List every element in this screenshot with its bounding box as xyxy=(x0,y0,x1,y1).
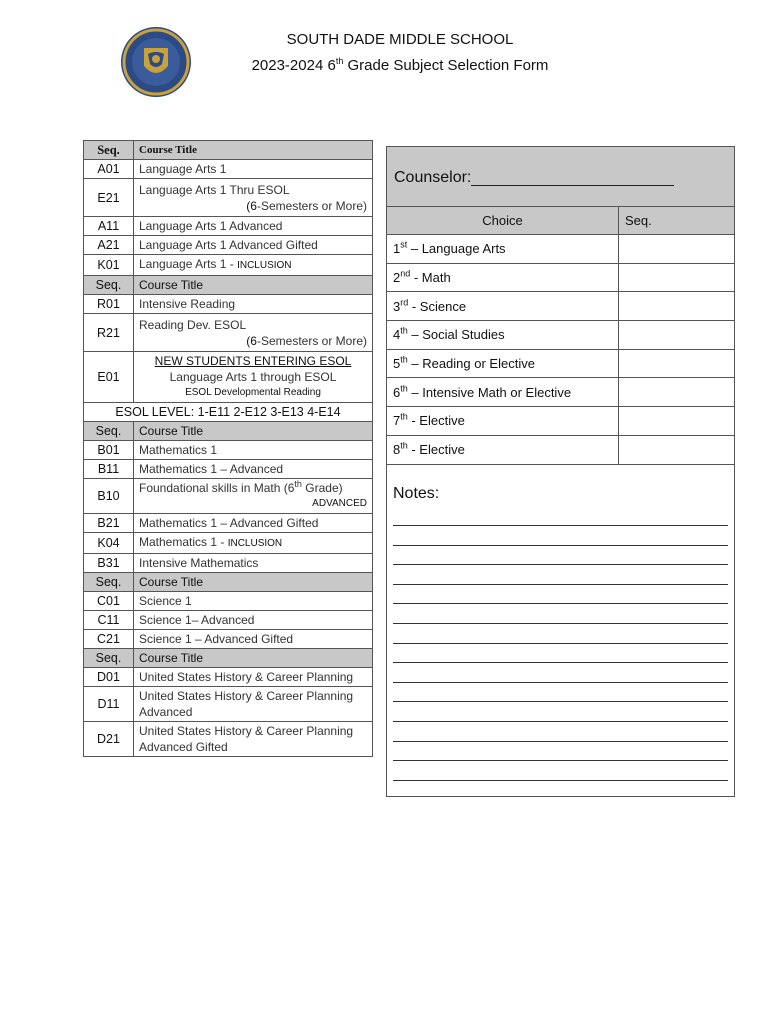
semester-note: -Semesters or More) xyxy=(256,333,367,348)
table-row xyxy=(84,722,373,757)
choice-header: Choice xyxy=(387,207,619,235)
table-row xyxy=(84,533,373,554)
choice-row xyxy=(387,435,734,464)
course-code: K04 xyxy=(84,533,134,554)
notes-line[interactable] xyxy=(393,663,728,683)
form-title: 2023-2024 6th Grade Subject Selection Form xyxy=(251,56,549,74)
choice-label: 3rd - Science xyxy=(387,292,619,321)
course-title: Language Arts 1 xyxy=(134,160,373,179)
choice-label: 1st – Language Arts xyxy=(387,235,619,264)
section-header-row xyxy=(84,276,373,295)
choice-row xyxy=(387,235,734,264)
choice-table xyxy=(387,207,734,465)
seq-cell[interactable] xyxy=(619,321,735,350)
seq-header: Seq. xyxy=(84,276,134,295)
table-row xyxy=(84,687,373,722)
seq-header: Seq. xyxy=(84,422,134,441)
notes-section xyxy=(387,465,734,781)
course-title-header: Course Title xyxy=(134,276,373,295)
table-row xyxy=(84,514,373,533)
table-row xyxy=(84,611,373,630)
course-title: Science 1 – Advanced Gifted xyxy=(134,630,373,649)
course-title-header: Course Title xyxy=(134,422,373,441)
course-title-sup: th xyxy=(294,479,302,489)
choice-label: 8th - Elective xyxy=(387,435,619,464)
table-row xyxy=(84,554,373,573)
choice-row xyxy=(387,349,734,378)
course-code: E21 xyxy=(84,179,134,217)
course-title-text: United States History & Career Planning xyxy=(139,689,354,703)
seq-cell[interactable] xyxy=(619,349,735,378)
seq-header: Seq. xyxy=(84,649,134,668)
course-code: B11 xyxy=(84,460,134,479)
course-title xyxy=(134,255,373,276)
table-row xyxy=(84,592,373,611)
notes-label: Notes: xyxy=(393,484,440,502)
semester-note: -Semesters or More) xyxy=(256,198,367,213)
notes-line[interactable] xyxy=(393,546,728,566)
seq-header: Seq. xyxy=(84,573,134,592)
inclusion-tag: INCLUSION xyxy=(227,538,283,549)
course-title: Mathematics 1 xyxy=(134,441,373,460)
table-row xyxy=(84,352,373,403)
course-title xyxy=(134,722,373,757)
semester-note-num: (6 xyxy=(246,333,257,348)
table-row xyxy=(84,255,373,276)
choice-row xyxy=(387,292,734,321)
course-code: R01 xyxy=(84,295,134,314)
notes-line[interactable] xyxy=(393,526,728,546)
course-code: K01 xyxy=(84,255,134,276)
choice-label: 2nd - Math xyxy=(387,263,619,292)
course-code: B10 xyxy=(84,479,134,514)
course-code: D01 xyxy=(84,668,134,687)
course-title: Language Arts 1 Advanced xyxy=(134,217,373,236)
course-code: A21 xyxy=(84,236,134,255)
notes-line[interactable] xyxy=(393,507,728,527)
course-title: Science 1 xyxy=(134,592,373,611)
course-code: D21 xyxy=(84,722,134,757)
course-title xyxy=(134,533,373,554)
counselor-label: Counselor: xyxy=(394,169,472,186)
notes-line[interactable] xyxy=(393,604,728,624)
seq-cell[interactable] xyxy=(619,235,735,264)
section-header-row xyxy=(84,422,373,441)
course-title-header: Course Title xyxy=(134,649,373,668)
course-title-text: Mathematics 1 - xyxy=(139,535,228,549)
course-code: A01 xyxy=(84,160,134,179)
course-title-text: Language Arts 1 through ESOL xyxy=(169,370,337,384)
semester-note-num: (6 xyxy=(246,198,257,213)
seq-cell[interactable] xyxy=(619,407,735,436)
course-title: Language Arts 1 Advanced Gifted xyxy=(134,236,373,255)
seq-cell[interactable] xyxy=(619,378,735,407)
table-row xyxy=(84,441,373,460)
course-code: B31 xyxy=(84,554,134,573)
course-title-header: Course Title xyxy=(134,573,373,592)
table-row xyxy=(84,460,373,479)
notes-line[interactable] xyxy=(393,702,728,722)
course-title-text: Advanced xyxy=(139,705,193,719)
course-title xyxy=(134,179,373,217)
course-title: United States History & Career Planning xyxy=(134,668,373,687)
course-title: Intensive Reading xyxy=(134,295,373,314)
seq-header: Seq. xyxy=(84,141,134,160)
esol-level-row xyxy=(84,403,373,422)
course-title xyxy=(134,314,373,352)
notes-line[interactable] xyxy=(393,624,728,644)
course-title: Science 1– Advanced xyxy=(134,611,373,630)
course-title-text: Foundational skills in Math (6 xyxy=(139,481,295,495)
notes-line[interactable] xyxy=(393,683,728,703)
course-title-text: United States History & Career Planning xyxy=(139,724,354,738)
table-row xyxy=(84,236,373,255)
choice-label: 4th – Social Studies xyxy=(387,321,619,350)
choice-row xyxy=(387,378,734,407)
esol-heading: NEW STUDENTS ENTERING ESOL xyxy=(154,354,352,368)
counselor-box xyxy=(387,147,734,207)
choice-label: 6th – Intensive Math or Elective xyxy=(387,378,619,407)
course-title xyxy=(134,479,373,514)
notes-line[interactable] xyxy=(393,742,728,762)
seq-header: Seq. xyxy=(619,207,735,235)
table-row xyxy=(84,630,373,649)
seq-cell[interactable] xyxy=(619,292,735,321)
course-title: Mathematics 1 – Advanced xyxy=(134,460,373,479)
section-header-row xyxy=(84,573,373,592)
table-row xyxy=(84,217,373,236)
course-code: C11 xyxy=(84,611,134,630)
table-row xyxy=(84,668,373,687)
course-title-text: Reading Dev. ESOL xyxy=(139,317,247,332)
counselor-panel xyxy=(386,146,735,797)
notes-line[interactable] xyxy=(393,585,728,605)
course-code: C21 xyxy=(84,630,134,649)
course-title-text: Language Arts 1 Thru ESOL xyxy=(139,182,290,197)
counselor-name-line[interactable] xyxy=(471,185,674,186)
course-code: D11 xyxy=(84,687,134,722)
esol-level: ESOL LEVEL: 1-E11 2-E12 3-E13 4-E14 xyxy=(84,403,373,422)
course-title xyxy=(134,352,373,403)
table-row xyxy=(84,295,373,314)
course-code: C01 xyxy=(84,592,134,611)
course-subtitle: ESOL Developmental Reading xyxy=(185,387,321,398)
seq-cell[interactable] xyxy=(619,263,735,292)
course-title-text: Advanced Gifted xyxy=(139,740,228,754)
seq-cell[interactable] xyxy=(619,435,735,464)
course-code: B21 xyxy=(84,514,134,533)
choice-row xyxy=(387,263,734,292)
course-subtitle: ADVANCED xyxy=(312,498,367,509)
course-title: Mathematics 1 – Advanced Gifted xyxy=(134,514,373,533)
notes-line[interactable] xyxy=(393,761,728,781)
choice-header-row xyxy=(387,207,734,235)
choice-label: 5th – Reading or Elective xyxy=(387,349,619,378)
choice-row xyxy=(387,407,734,436)
choice-row xyxy=(387,321,734,350)
course-code: R21 xyxy=(84,314,134,352)
table-row xyxy=(84,479,373,514)
course-code: E01 xyxy=(84,352,134,403)
table-header-row xyxy=(84,141,373,160)
school-name: SOUTH DADE MIDDLE SCHOOL xyxy=(286,31,514,48)
notes-line[interactable] xyxy=(393,722,728,742)
notes-line[interactable] xyxy=(393,565,728,585)
course-code: A11 xyxy=(84,217,134,236)
inclusion-tag: INCLUSION xyxy=(237,260,292,271)
notes-line[interactable] xyxy=(393,644,728,664)
table-row xyxy=(84,179,373,217)
course-title xyxy=(134,687,373,722)
table-row xyxy=(84,160,373,179)
course-title-header: Course Title xyxy=(134,141,373,160)
course-table xyxy=(83,140,373,757)
course-code: B01 xyxy=(84,441,134,460)
section-header-row xyxy=(84,649,373,668)
course-title-text: Language Arts 1 - xyxy=(139,257,238,271)
table-row xyxy=(84,314,373,352)
course-title-text: Grade) xyxy=(301,481,343,495)
course-title: Intensive Mathematics xyxy=(134,554,373,573)
choice-label: 7th - Elective xyxy=(387,407,619,436)
